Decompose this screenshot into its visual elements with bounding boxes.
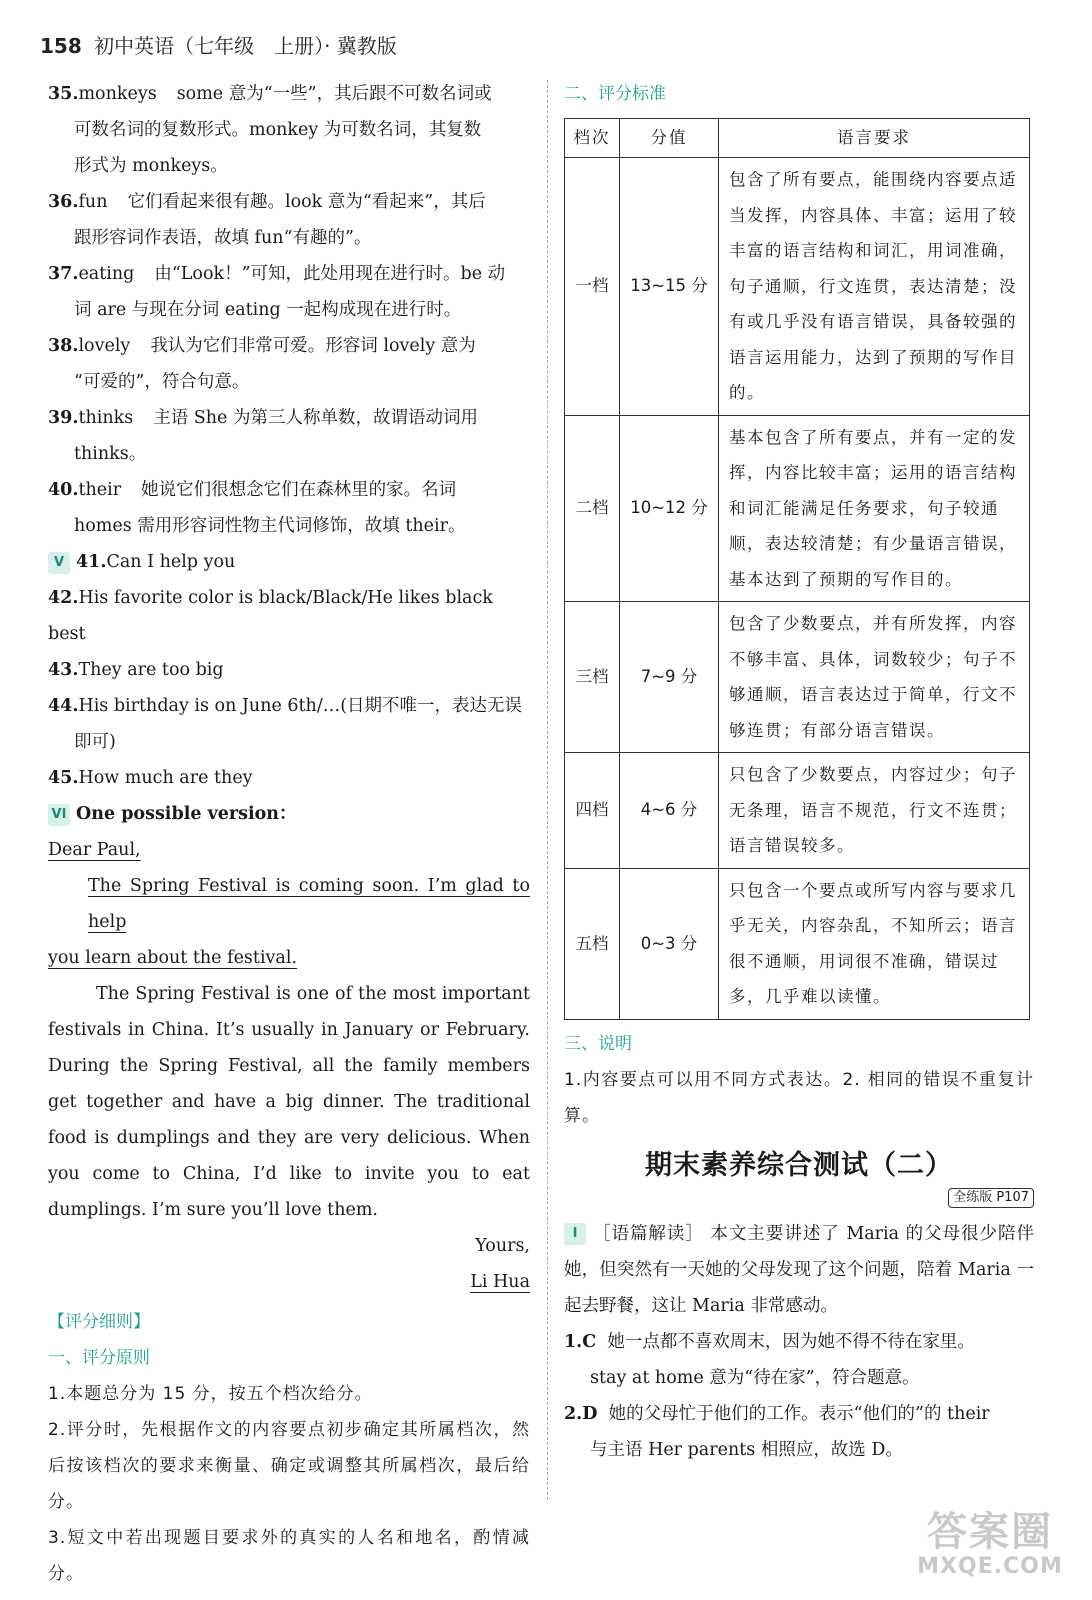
answer-item-cont: 词 are 与现在分词 eating 一起构成现在进行时。 [74,300,462,320]
grade-score: 4~6 分 [620,753,719,869]
grade-level: 四档 [565,753,620,869]
notes-text: 1.内容要点可以用不同方式表达。2. 相同的错误不重复计算。 [564,1069,1034,1126]
section-i [564,1216,1034,1468]
section-vi-sample-essay [48,796,530,1300]
header-score: 分值 [620,119,719,158]
right-column [564,76,1034,1468]
answer-item-cont: 跟形容词作表语，故填 fun“有趣的”。 [74,228,372,248]
grade-level: 二档 [565,415,620,602]
scoring-tag: 【评分细则】 [48,1312,150,1332]
grade-score: 10~12 分 [620,415,719,602]
answer-1-cont: stay at home 意为“待在家”，符合题意。 [590,1367,920,1388]
book-title: 初中英语（七年级 上册）· 冀教版 [94,34,397,58]
reference-tag: 全练版 P107 [948,1188,1034,1208]
test-title: 期末素养综合测试（二） [645,1149,953,1181]
grade-level: 一档 [565,158,620,416]
grade-requirement: 只包含一个要点或所写内容与要求几乎无关，内容杂乱，不知所云；语言很不通顺，用词很不准确，错误过多，几乎难以读懂。 [719,868,1030,1019]
scoring-rules [48,1304,530,1592]
grade-row [565,158,1030,416]
grade-row [565,753,1030,869]
section-v [48,544,530,796]
answer-item: 37.eating 由“Look！”可知，此处用现在进行时。be 动 [48,264,506,284]
closing: Yours, [475,1236,530,1256]
grade-score: 7~9 分 [620,602,719,753]
answer-44-cont: 即可) [74,732,116,752]
grade-level: 三档 [565,602,620,753]
grade-row [565,415,1030,602]
answer-42: 42.His favorite color is black/Black/He likes black best [48,588,493,644]
essay-body: The Spring Festival is one of the most important festivals in China. It’s usually in January or February. During the Spring Festival, all the family members get together and have a big dinner. The traditional food is dumplings and they are very delicious. When you come to China, I’d like to invite you to eat dumplings. I’m sure you’ll love them. [48,984,530,1220]
answer-item-cont: homes 需用形容词性物主代词修饰，故填 their。 [74,516,466,536]
grade-score: 13~15 分 [620,158,719,416]
grade-level: 五档 [565,868,620,1019]
answer-41: V 41.Can I help you [48,544,530,580]
answer-2-cont: 与主语 Her parents 相照应，故选 D。 [590,1439,903,1460]
watermark-url: MXQE.COM [917,1554,1063,1579]
answer-item-cont: 形式为 monkeys。 [74,156,228,176]
signature: Li Hua [470,1272,530,1292]
standards-heading: 二、评分标准 [564,84,666,104]
grade-requirement: 只包含了少数要点，内容过少；句子无条理，语言不规范，行文不连贯；语言错误较多。 [719,753,1030,869]
grade-score: 0~3 分 [620,868,719,1019]
rule-3: 3.短文中若出现题目要求外的真实的人名和地名，酌情减分。 [48,1528,530,1584]
answer-items-35-40 [48,76,530,544]
answer-item: 39.thinks 主语 She 为第三人称单数，故谓语动词用 [48,408,478,428]
salutation: Dear Paul, [48,840,141,860]
notes-heading: 三、说明 [564,1033,632,1054]
answer-2: 2.D 她的父母忙于他们的工作。表示“他们的”的 their [564,1403,990,1424]
grade-row [565,602,1030,753]
opening-sentence: The Spring Festival is coming soon. I’m glad to help [88,876,530,932]
answer-item-cont: thinks。 [74,444,147,464]
answer-item-cont: 可数名词的复数形式。monkey 为可数名词，其复数 [74,120,482,140]
column-divider [547,80,548,1500]
page-number: 158 [40,34,82,58]
opening-sentence-cont: you learn about the festival. [48,948,298,968]
page-header [40,30,397,59]
grade-requirement: 基本包含了所有要点，并有一定的发挥，内容比较丰富；运用的语言结构和词汇能满足任务要求，句子较通顺，表达较清楚；有少量语言错误，基本达到了预期的写作目的。 [719,415,1030,602]
section-vi-badge: VI [48,804,70,826]
rule-1: 1.本题总分为 15 分，按五个档次给分。 [48,1384,373,1404]
answer-item: 40.their 她说它们很想念它们在森林里的家。名词 [48,480,457,500]
site-watermark [910,1510,1070,1590]
passage-analysis [564,1216,1034,1324]
grade-requirement: 包含了少数要点，并有所发挥，内容不够丰富、具体，词数较少；句子不够通顺，语言表达过于简单，行文不够连贯；有部分语言错误。 [719,602,1030,753]
rule-2: 2.评分时，先根据作文的内容要点初步确定其所属档次，然后按该档次的要求来衡量、确定或调整其所属档次，最后给分。 [48,1420,530,1512]
section-i-badge: I [564,1223,586,1245]
watermark-logo-text: 答案圈 [927,1509,1053,1555]
grading-table [564,118,1030,1020]
answer-44: 44.His birthday is on June 6th/…(日期不唯一，表达无误 [48,696,523,716]
grade-row [565,868,1030,1019]
header-requirement: 语言要求 [719,119,1030,158]
principles-heading: 一、评分原则 [48,1348,150,1368]
answer-item: 35.monkeys some 意为“一些”，其后跟不可数名词或 [48,84,492,104]
analysis-tag: ［语篇解读］ [592,1223,704,1244]
grade-requirement: 包含了所有要点，能围绕内容要点适当发挥，内容具体、丰富；运用了较丰富的语言结构和词汇，用词准确，句子通顺，行文连贯，表达清楚；没有或几乎没有语言错误，具备较强的语言运用能力，达到了预期的写作目的。 [719,158,1030,416]
answer-item-cont: “可爱的”，符合句意。 [74,372,250,392]
answer-item: 38.lovely 我认为它们非常可爱。形容词 lovely 意为 [48,336,476,356]
analysis-text: 本文主要讲述了 Maria 的父母很少陪伴她，但突然有一天她的父母发现了这个问题，陪着 Maria 一起去野餐，这让 Maria 非常感动。 [564,1223,1034,1316]
section-v-badge: V [48,552,70,574]
sample-title: One possible version： [76,804,297,824]
answer-43: 43.They are too big [48,660,224,680]
answer-item: 36.fun 它们看起来很有趣。look 意为“看起来”，其后 [48,192,486,212]
answer-1: 1.C 她一点都不喜欢周末，因为她不得不待在家里。 [564,1331,975,1352]
answer-45: 45.How much are they [48,768,253,788]
left-column [48,76,530,1592]
header-level: 档次 [565,119,620,158]
